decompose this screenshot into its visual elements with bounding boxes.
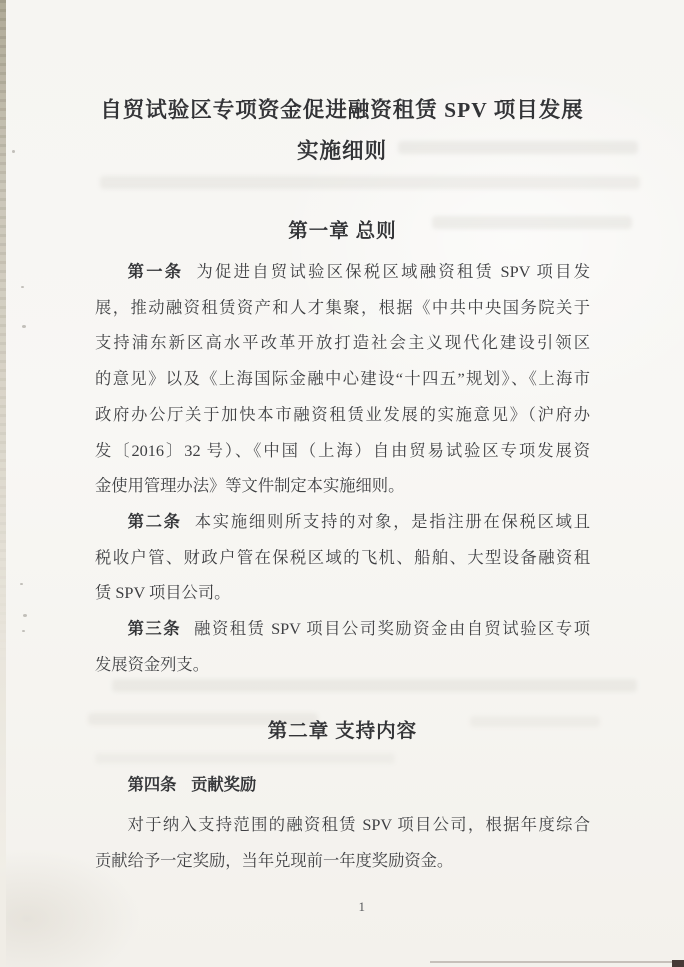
line-text: 政府办公厅关于加快本市融资租赁业发展的实施意见》（沪府办 — [95, 404, 590, 424]
line-text: 税收户管、财政户管在保税区域的飞机、船舶、大型设备融资租 — [95, 547, 590, 567]
scan-bottom-line-artifact — [430, 961, 684, 963]
document-title-line-1: 自贸试验区专项资金促进融资租赁 SPV 项目发展 — [100, 98, 584, 122]
document-title-line-2: 实施细则 — [296, 139, 387, 163]
text-line — [95, 647, 590, 683]
scan-speck — [21, 286, 24, 288]
text-line — [95, 433, 590, 469]
text-line — [95, 611, 590, 647]
article-number: 第二条 — [127, 511, 182, 531]
line-text: 为促进自贸试验区保税区域融资租赁 SPV 项目发 — [196, 262, 590, 281]
text-line — [95, 325, 590, 361]
text-line — [95, 397, 590, 433]
line-text: 的意见》以及《上海国际金融中心建设“十四五”规划》、《上海市 — [95, 369, 590, 389]
text-line — [95, 843, 590, 879]
text-line — [95, 807, 590, 843]
line-text: 本实施细则所支持的对象，是指注册在保税区域且 — [194, 511, 590, 531]
line-text: 赁 SPV 项目公司。 — [95, 583, 231, 603]
line-text: 金使用管理办法》等文件制定本实施细则。 — [95, 476, 405, 496]
bleed-through-artifact — [100, 176, 640, 189]
article-number: 第三条 — [127, 619, 182, 639]
text-line — [95, 290, 590, 326]
line-text: 贡献给予一定奖励，当年兑现前一年度奖励资金。 — [95, 850, 454, 870]
text-line — [95, 361, 590, 397]
scan-speck — [22, 630, 25, 632]
line-text: 融资租赁 SPV 项目公司奖励资金由自贸试验区专项 — [194, 619, 590, 639]
scan-speck — [20, 583, 23, 585]
line-text: 发展资金列支。 — [95, 654, 209, 674]
text-line — [95, 540, 590, 576]
document-title — [0, 0, 684, 172]
article-number: 第一条 — [127, 262, 184, 281]
chapter-heading: 第一章 总则 — [288, 221, 397, 242]
line-text: 展，推动融资租赁资产和人才集聚，根据《中共中央国务院关于 — [95, 297, 590, 317]
page-number: 1 — [358, 899, 366, 914]
text-line — [95, 254, 590, 290]
article-number: 第四条 — [127, 775, 177, 795]
scan-corner-mark-artifact — [672, 960, 684, 967]
line-text: 对于纳入支持范围的融资租赁 SPV 项目公司，根据年度综合 — [127, 815, 590, 835]
scan-speck — [23, 614, 27, 617]
line-text: 发〔2016〕32 号）、《中国（上海）自由贸易试验区专项发展资 — [95, 440, 590, 460]
text-line — [95, 575, 590, 611]
text-line — [95, 504, 590, 540]
line-text: 支持浦东新区高水平改革开放打造社会主义现代化建设引领区 — [95, 333, 590, 353]
document-body — [95, 214, 590, 879]
article-heading-text: 贡献奖励 — [191, 775, 257, 795]
chapter-heading: 第二章 支持内容 — [267, 721, 418, 743]
scan-speck — [22, 325, 26, 328]
article-heading — [95, 767, 590, 803]
text-line — [95, 468, 590, 504]
